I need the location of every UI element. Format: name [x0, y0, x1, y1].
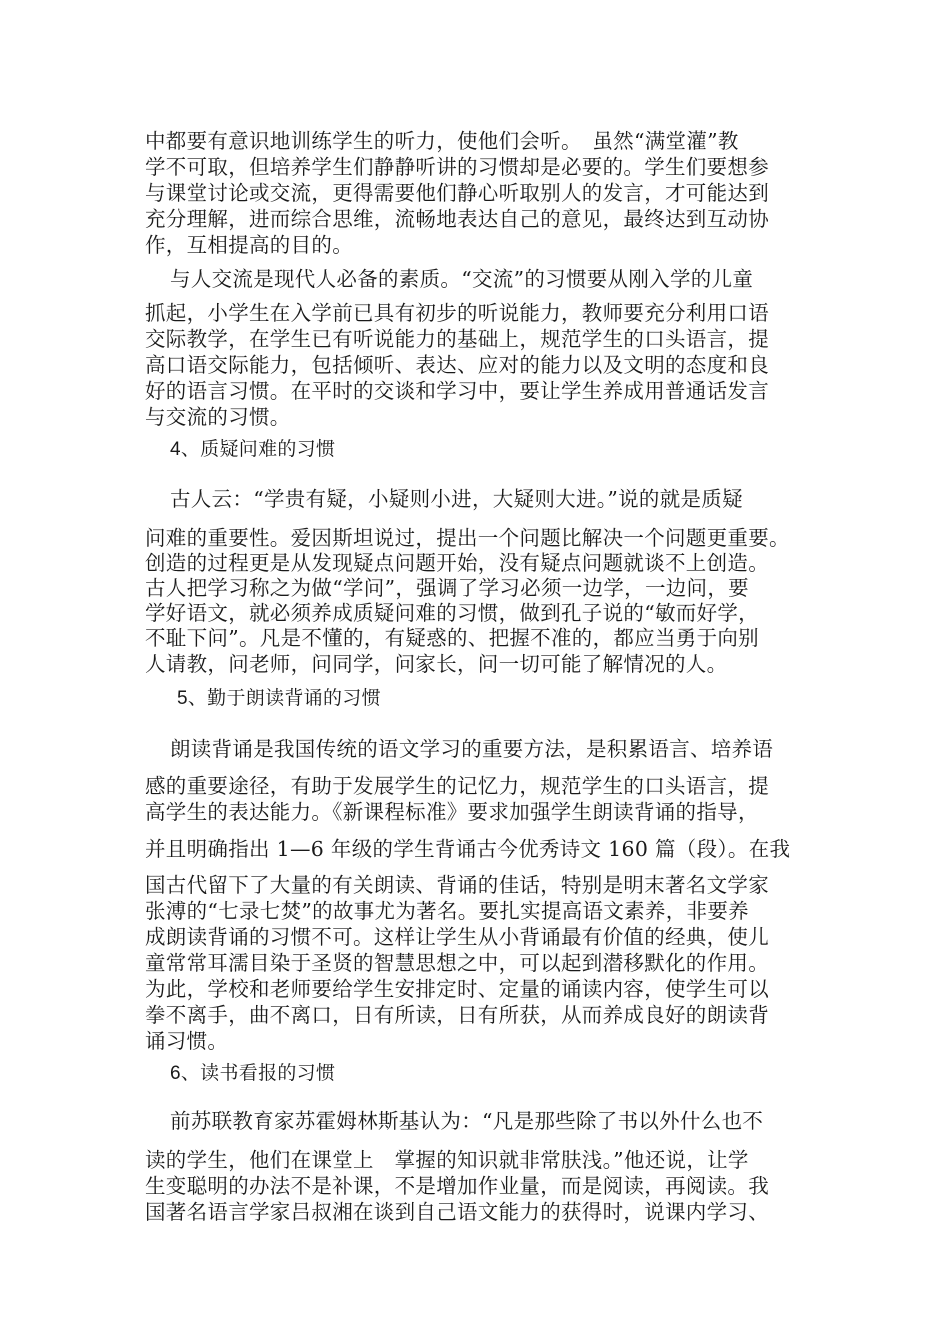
text-line: 抓起，小学生在入学前已具有初步的听说能力，教师要充分利用口语 [145, 301, 769, 325]
text-line: 张溥的“七录七焚”的故事尤为著名。要扎实提高语文素养，非要养 [145, 899, 749, 923]
text-line: 交际教学，在学生已有听说能力的基础上，规范学生的口头语言，提 [145, 327, 769, 351]
text-line: 生变聪明的办法不是补课，不是增加作业量，而是阅读，再阅读。我 [145, 1174, 769, 1198]
text-line: 成朗读背诵的习惯不可。这样让学生从小背诵最有价值的经典，使儿 [145, 925, 769, 949]
text-line: 前苏联教育家苏霍姆林斯基认为：“凡是那些除了书以外什么也不 [170, 1109, 764, 1133]
section-heading: 5、勤于朗读背诵的习惯 [177, 688, 381, 709]
text-line: 国古代留下了大量的有关朗读、背诵的佳话，特别是明末著名文学家 [145, 873, 769, 897]
text-line: 为此，学校和老师要给学生安排定时、定量的诵读内容，使学生可以 [145, 977, 769, 1001]
text-line: 问难的重要性。爱因斯坦说过，提出一个问题比解决一个问题更重要。 [145, 526, 790, 550]
text-line: 读的学生，他们在课堂上 掌握的知识就非常肤浅。”他还说，让学 [145, 1148, 749, 1172]
text-line: 与人交流是现代人必备的素质。“交流”的习惯要从刚入学的儿童 [170, 267, 754, 291]
text-line: 充分理解，进而综合思维，流畅地表达自己的意见，最终达到互动协 [145, 207, 769, 231]
text-line: 创造的过程更是从发现疑点问题开始，没有疑点问题就谈不上创造。 [145, 551, 769, 575]
text-line: 诵习惯。 [145, 1029, 229, 1053]
text-line: 学好语文，就必须养成质疑问难的习惯，做到孔子说的“敏而好学， [145, 601, 759, 625]
text-line: 拳不离手，曲不离口，日有所读，日有所获，从而养成良好的朗读背 [145, 1003, 769, 1027]
text-line: 童常常耳濡目染于圣贤的智慧思想之中，可以起到潜移默化的作用。 [145, 951, 769, 975]
text-line: 好的语言习惯。在平时的交谈和学习中，要让学生养成用普通话发言 [145, 379, 769, 403]
text-line: 高口语交际能力，包括倾听、表达、应对的能力以及文明的态度和良 [145, 353, 769, 377]
text-line: 古人云：“学贵有疑，小疑则小进，大疑则大进。”说的就是质疑 [170, 487, 743, 511]
text-line: 国著名语言学家吕叔湘在谈到自己语文能力的获得时，说课内学习、 [145, 1200, 769, 1224]
text-line: 感的重要途径，有助于发展学生的记忆力，规范学生的口头语言，提 [145, 774, 769, 798]
text-line: 人请教，问老师，问同学，问家长，问一切可能了解情况的人。 [145, 652, 728, 676]
section-heading: 6、读书看报的习惯 [170, 1063, 336, 1084]
text-line: 并且明确指出 1—6 年级的学生背诵古今优秀诗文 160 篇（段）。在我 [145, 837, 791, 861]
text-line: 高学生的表达能力。《新课程标准》要求加强学生朗读背诵的指导， [145, 800, 759, 824]
text-line: 作，互相提高的目的。 [145, 233, 353, 257]
text-line: 中都要有意识地训练学生的听力，使他们会听。 虽然“满堂灌”教 [145, 129, 739, 153]
section-heading: 4、质疑问难的习惯 [170, 439, 336, 460]
text-line: 学不可取，但培养学生们静静听讲的习惯却是必要的。学生们要想参 [145, 155, 769, 179]
text-line: 与交流的习惯。 [145, 405, 291, 429]
text-line: 古人把学习称之为做“学问”，强调了学习必须一边学，一边问，要 [145, 576, 749, 600]
text-line: 朗读背诵是我国传统的语文学习的重要方法，是积累语言、培养语 [170, 737, 774, 761]
text-line: 不耻下问”。凡是不懂的，有疑惑的、把握不准的，都应当勇于向别 [145, 626, 759, 650]
text-line: 与课堂讨论或交流，更得需要他们静心听取别人的发言，才可能达到 [145, 181, 769, 205]
